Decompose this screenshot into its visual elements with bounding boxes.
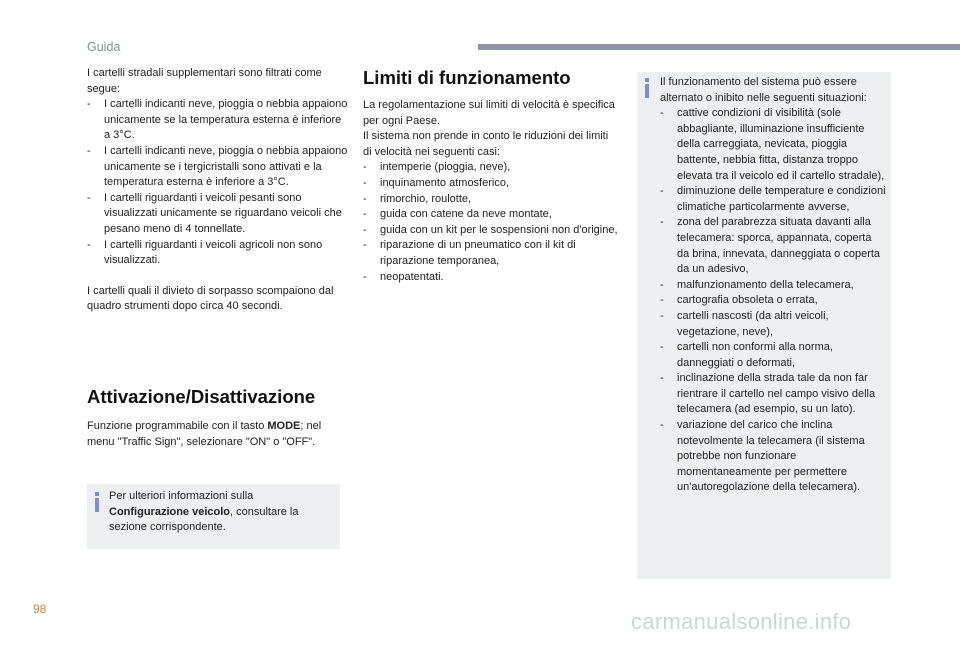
limitations-list — [660, 106, 886, 496]
list-item: - cattive condizioni di visibilità (sole abbagliante, illuminazione insufficiente della carreggiata, nevicata, pioggia battente, nebbia fitta, distanza troppo elevata tra il veicolo ed il cartello stradale), — [660, 106, 886, 184]
configurazione-veicolo-link-text: Configurazione veicolo — [109, 505, 231, 518]
list-item: - diminuzione delle temperature e condizioni climatiche particolarmente avverse, — [660, 184, 886, 215]
activation-text-end: ; nel menu "Traffic Sign", selezionare "ON" o "OFF". — [87, 420, 322, 448]
filter-intro: I cartelli stradali supplementari sono filtrati come segue: — [87, 67, 322, 95]
column-left — [87, 66, 349, 315]
list-item: - rimorchio, roulotte, — [363, 192, 618, 208]
list-item: - I cartelli indicanti neve, pioggia o nebbia appaiono unicamente se i tergicristalli sono attivati e la temperatura esterna è inferiore a 3°C. — [87, 144, 349, 191]
list-item: - intemperie (pioggia, neve), — [363, 160, 618, 176]
list-item: - variazione del carico che inclina notevolmente la telecamera (il sistema potrebbe non funzionare momentaneamente per permettere un'autoregolazione della telecamera). — [660, 418, 886, 496]
info-text-end: , consultare la sezione corrispondente. — [109, 505, 299, 534]
page-number: 98 — [33, 602, 47, 616]
activation-text-start: Funzione programmabile con il tasto — [87, 420, 268, 432]
limits-para-1: La regolamentazione sui limiti di velocità è specifica per ogni Paese. — [363, 99, 615, 127]
list-item: - neopatentati. — [363, 270, 618, 286]
section-label: Guida — [87, 40, 121, 54]
list-item: - I cartelli riguardanti i veicoli pesanti sono visualizzati unicamente se riguardano veicoli che pesano meno di 4 tonnellate. — [87, 191, 349, 238]
list-item: - inclinazione della strada tale da non far rientrare il cartello nel campo visivo della telecamera (ad esempio, su un lato). — [660, 371, 886, 418]
list-item: - inquinamento atmosferico, — [363, 176, 618, 192]
list-item: - I cartelli riguardanti i veicoli agricoli non sono visualizzati. — [87, 238, 349, 269]
mode-key-label: MODE — [267, 420, 301, 432]
header-accent-bar — [478, 44, 960, 50]
column-middle — [363, 98, 618, 285]
watermark: carmanualsonline.info — [631, 609, 852, 634]
list-item: - I cartelli indicanti neve, pioggia o nebbia appaiono unicamente se la temperatura esterna è inferiore a 3°C. — [87, 97, 349, 144]
list-item: - malfunzionamento della telecamera, — [660, 278, 886, 294]
list-item: - cartografia obsoleta o errata, — [660, 293, 886, 309]
list-item: - guida con un kit per le sospensioni non d'origine, — [363, 223, 618, 239]
list-item: - cartelli nascosti (da altri veicoli, vegetazione, neve), — [660, 309, 886, 340]
info-box-configuration — [87, 484, 340, 549]
limits-list — [363, 160, 618, 285]
limitations-intro: Il funzionamento del sistema può essere alternato o inibito nelle seguenti situazioni: — [660, 76, 867, 104]
list-item: - guida con catene da neve montate, — [363, 207, 618, 223]
info-icon — [92, 492, 102, 512]
info-text-start: Per ulteriori informazioni sulla — [109, 490, 254, 502]
list-item: - riparazione di un pneumatico con il kit di riparazione temporanea, — [363, 238, 618, 269]
filter-list — [87, 97, 349, 269]
info-icon — [642, 78, 652, 98]
limits-para-2: Il sistema non prende in conto le riduzioni dei limiti di velocità nei seguenti casi: — [363, 130, 609, 158]
info-box-limitations — [637, 72, 891, 579]
list-item: - zona del parabrezza situata davanti alla telecamera: sporca, appannata, coperta da brina, innevata, danneggiata o coperta da un adesivo, — [660, 215, 886, 277]
overtaking-note: I cartelli quali il divieto di sorpasso scompaiono dal quadro strumenti dopo circa 40 secondi. — [87, 284, 334, 313]
info-text — [660, 75, 886, 496]
limits-heading: Limiti di funzionamento — [363, 67, 571, 88]
info-text — [109, 489, 334, 536]
activation-text — [87, 419, 343, 450]
activation-heading: Attivazione/Disattivazione — [87, 386, 316, 407]
list-item: - cartelli non conformi alla norma, danneggiati o deformati, — [660, 340, 886, 371]
